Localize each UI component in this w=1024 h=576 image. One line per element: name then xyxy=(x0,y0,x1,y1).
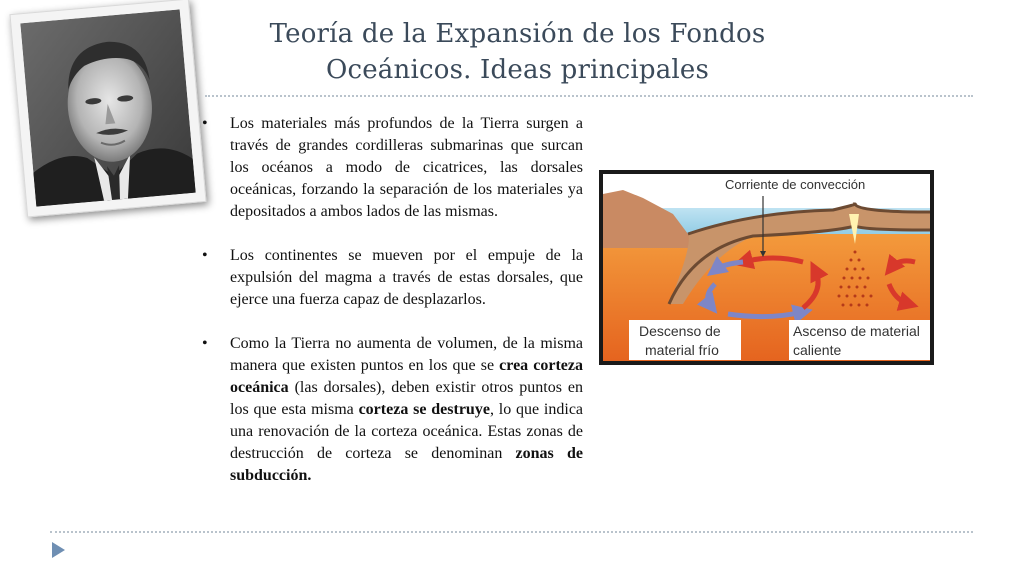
portrait-image xyxy=(20,9,195,206)
diagram-label-descent-2: material frío xyxy=(645,342,719,358)
bullet-text-3b: (las dorsales), deben existir otros puntos en los que esta misma xyxy=(230,379,583,418)
slide-title xyxy=(205,16,830,88)
next-slide-arrow-icon[interactable] xyxy=(52,542,65,558)
bold-term-zonas-subduccion: zonas de subducción. xyxy=(230,445,583,484)
bullet-item xyxy=(200,333,583,487)
footer-divider xyxy=(50,531,973,533)
diagram-label-ascent-2: caliente xyxy=(793,342,842,358)
bullet-list xyxy=(200,113,583,509)
bullet-text-3a: Como la Tierra no aumenta de volumen, de la misma manera que existen puntos en los que se xyxy=(230,335,583,374)
convection-illustration xyxy=(603,174,930,361)
diagram-label-ascent-1: Ascenso de material xyxy=(793,323,920,339)
bullet-text-3c: , lo que indica una renovación de la corteza oceánica. Estas zonas de destrucción de corteza se denominan xyxy=(230,401,584,462)
title-line-2: Oceánicos. Ideas principales xyxy=(325,55,710,85)
portrait-photo xyxy=(9,0,206,217)
bullet-text-2: Los continentes se mueven por el empuje de la expulsión del magma a través de estas dorsales, que ejerce una fuerza capaz de desplazarlos. xyxy=(230,247,583,308)
bold-term-crea-corteza: crea corteza oceánica xyxy=(230,357,584,396)
bullet-item xyxy=(200,245,583,311)
title-divider xyxy=(205,95,973,97)
bullet-text-1: Los materiales más profundos de la Tierra surgen a través de grandes cordilleras submarinas que surcan los océanos a modo de cicatrices, las dorsales oceánicas, forzando la separación de los materiales ya depositados a ambos lados de las mismas. xyxy=(230,115,583,220)
diagram-label-descent-1: Descenso de xyxy=(639,323,721,339)
bullet-item xyxy=(200,113,583,223)
convection-diagram xyxy=(599,170,934,365)
bold-term-corteza-destruye: corteza se destruye xyxy=(358,401,490,418)
diagram-label-convection: Corriente de convección xyxy=(725,177,866,192)
title-line-1: Teoría de la Expansión de los Fondos xyxy=(269,19,766,49)
